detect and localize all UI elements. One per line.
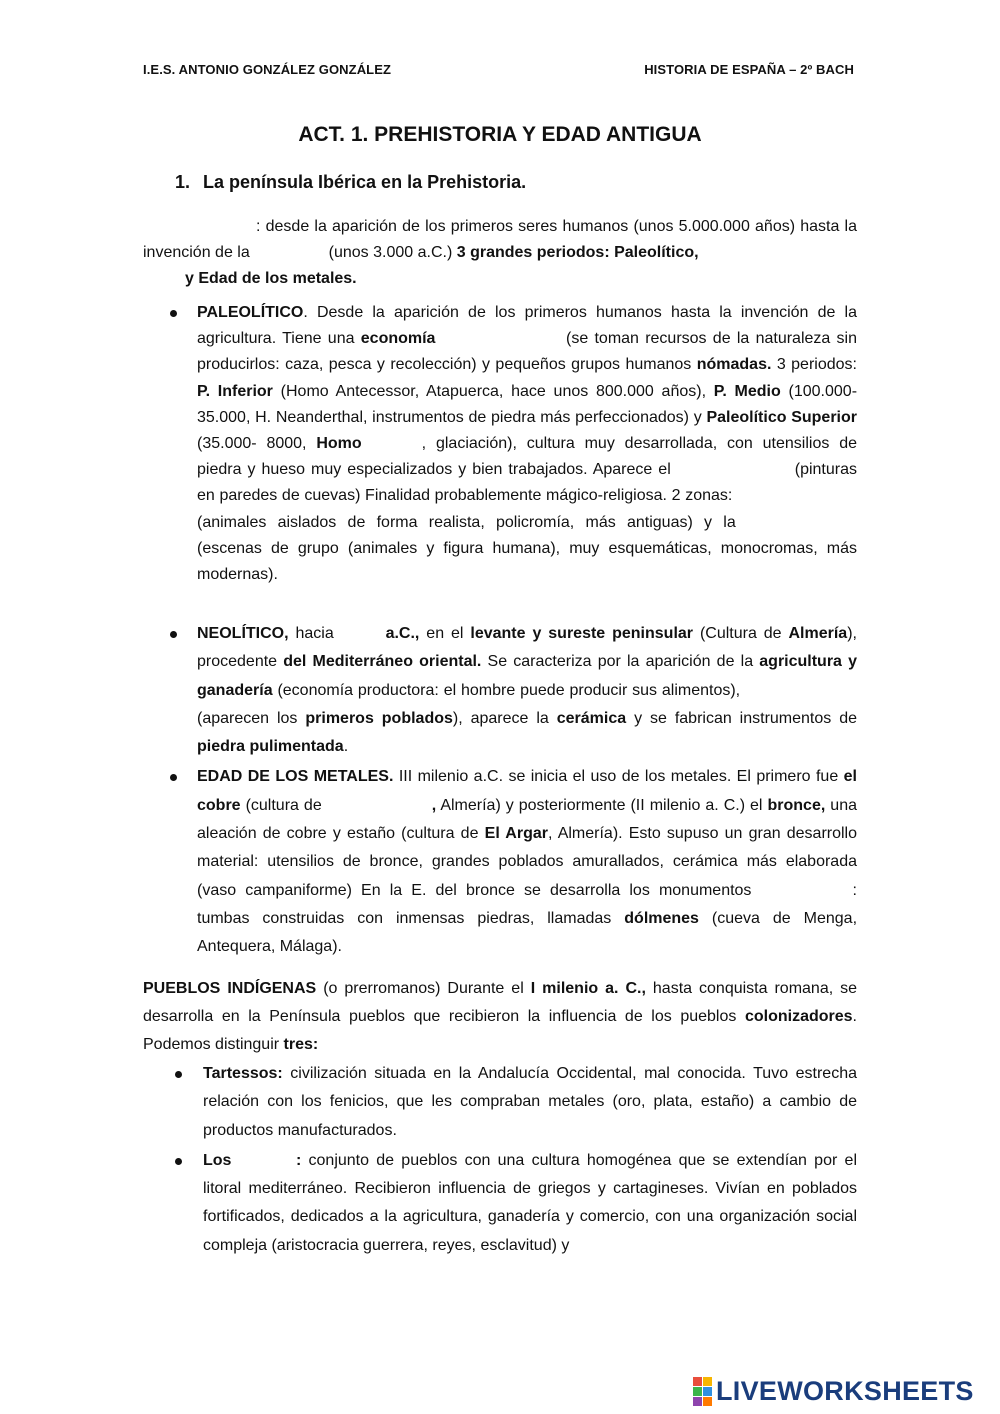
liveworksheets-logo xyxy=(693,1376,974,1407)
intro-paragraph: : desde la aparición de los primeros seres humanos (unos 5.000.000 años) hasta la invención de la (unos 3.000 a.C.) 3 grandes periodos: Paleolítico, y Edad de los metales. xyxy=(143,218,857,287)
list-item-metales: EDAD DE LOS METALES. III milenio a.C. se inicia el uso de los metales. El primero fue el cobre (cultura de , Almería) y posteriormente (II milenio a. C.) el bronce, una aleación de cobre y estaño (cultura de El Argar, Almería). Esto supuso un gran desarrollo material: utensilios de bronce, grandes poblados amurallados, cerámica más elaborada (vaso campaniforme) En la E. del bronce se desarrolla los monumentos : tumbas construidas con inmensas piedras, llamadas dólmenes (cueva de Menga, Antequera, Málaga). xyxy=(197,763,857,961)
header-school: I.E.S. ANTONIO GONZÁLEZ GONZÁLEZ xyxy=(143,62,392,77)
pueblos-list xyxy=(143,1060,857,1260)
periods-list xyxy=(143,300,857,588)
liveworksheets-wordmark: LIVEWORKSHEETS xyxy=(716,1376,974,1406)
section-number: 1. xyxy=(175,172,191,192)
pueblos-paragraph: PUEBLOS INDÍGENAS (o prerromanos) Durante el I milenio a. C., hasta conquista romana, se desarrolla en la Península pueblos que recibieron la influencia de los pueblos colonizadores. Podemos distinguir tres: xyxy=(143,980,858,1053)
list-item-paleolitico: PALEOLÍTICO. Desde la aparición de los primeros humanos hasta la invención de la agricultura. Tiene una economía (se toman recursos de la naturaleza sin producirlos: caza, pesca y recolección) y pequeños grupos humanos nómadas. 3 periodos: P. Inferior (Homo Antecessor, Atapuerca, hace unos 800.000 años), P. Medio (100.000-35.000, H. Neanderthal, instrumentos de piedra más perfeccionados) y Paleolítico Superior (35.000- 8000, Homo , glaciación), cultura muy desarrollada, con utensilios de piedra y hueso muy especializados y bien trabajados. Aparece el (pinturas en paredes de cuevas) Finalidad probablemente mágico-religiosa. 2 zonas: (animales aislados de forma realista, policromía, más antiguas) y la (escenas de grupo (animales y figura humana), muy esquemáticas, monocromas, más modernas). xyxy=(197,300,857,588)
bullet-icon xyxy=(170,774,177,781)
list-item-neolitico: NEOLÍTICO, hacia a.C., en el levante y sureste peninsular (Cultura de Almería), procedente del Mediterráneo oriental. Se caracteriza por la aparición de la agricultura y ganadería (economía productora: el hombre puede producir sus alimentos), (aparecen los primeros poblados), aparece la cerámica y se fabrican instrumentos de piedra pulimentada. xyxy=(197,620,857,761)
bullet-icon xyxy=(175,1158,182,1165)
liveworksheets-logo-icon xyxy=(693,1377,712,1406)
list-item-iberos: Los : conjunto de pueblos con una cultura homogénea que se extendían por el litoral mediterráneo. Recibieron influencia de griegos y cartagineses. Vivían en poblados fortificados, dedicados a la agricultura, ganadería y comercio, con una organización social compleja (aristocracia guerrera, reyes, esclavitud) y xyxy=(203,1147,857,1260)
bullet-icon xyxy=(175,1071,182,1078)
section-label: La península Ibérica en la Prehistoria. xyxy=(203,172,527,192)
header-course: HISTORIA DE ESPAÑA – 2º BACH xyxy=(644,62,854,77)
section-heading xyxy=(175,172,526,193)
page-title: ACT. 1. PREHISTORIA Y EDAD ANTIGUA xyxy=(298,123,702,146)
periods-list-continued xyxy=(143,620,857,962)
bullet-icon xyxy=(170,310,177,317)
list-item-tartessos: Tartessos: civilización situada en la Andalucía Occidental, mal conocida. Tuvo estrecha relación con los fenicios, que les compraban metales (oro, plata, estaño) a cambio de productos manufacturados. xyxy=(203,1060,857,1145)
bullet-icon xyxy=(170,631,177,638)
